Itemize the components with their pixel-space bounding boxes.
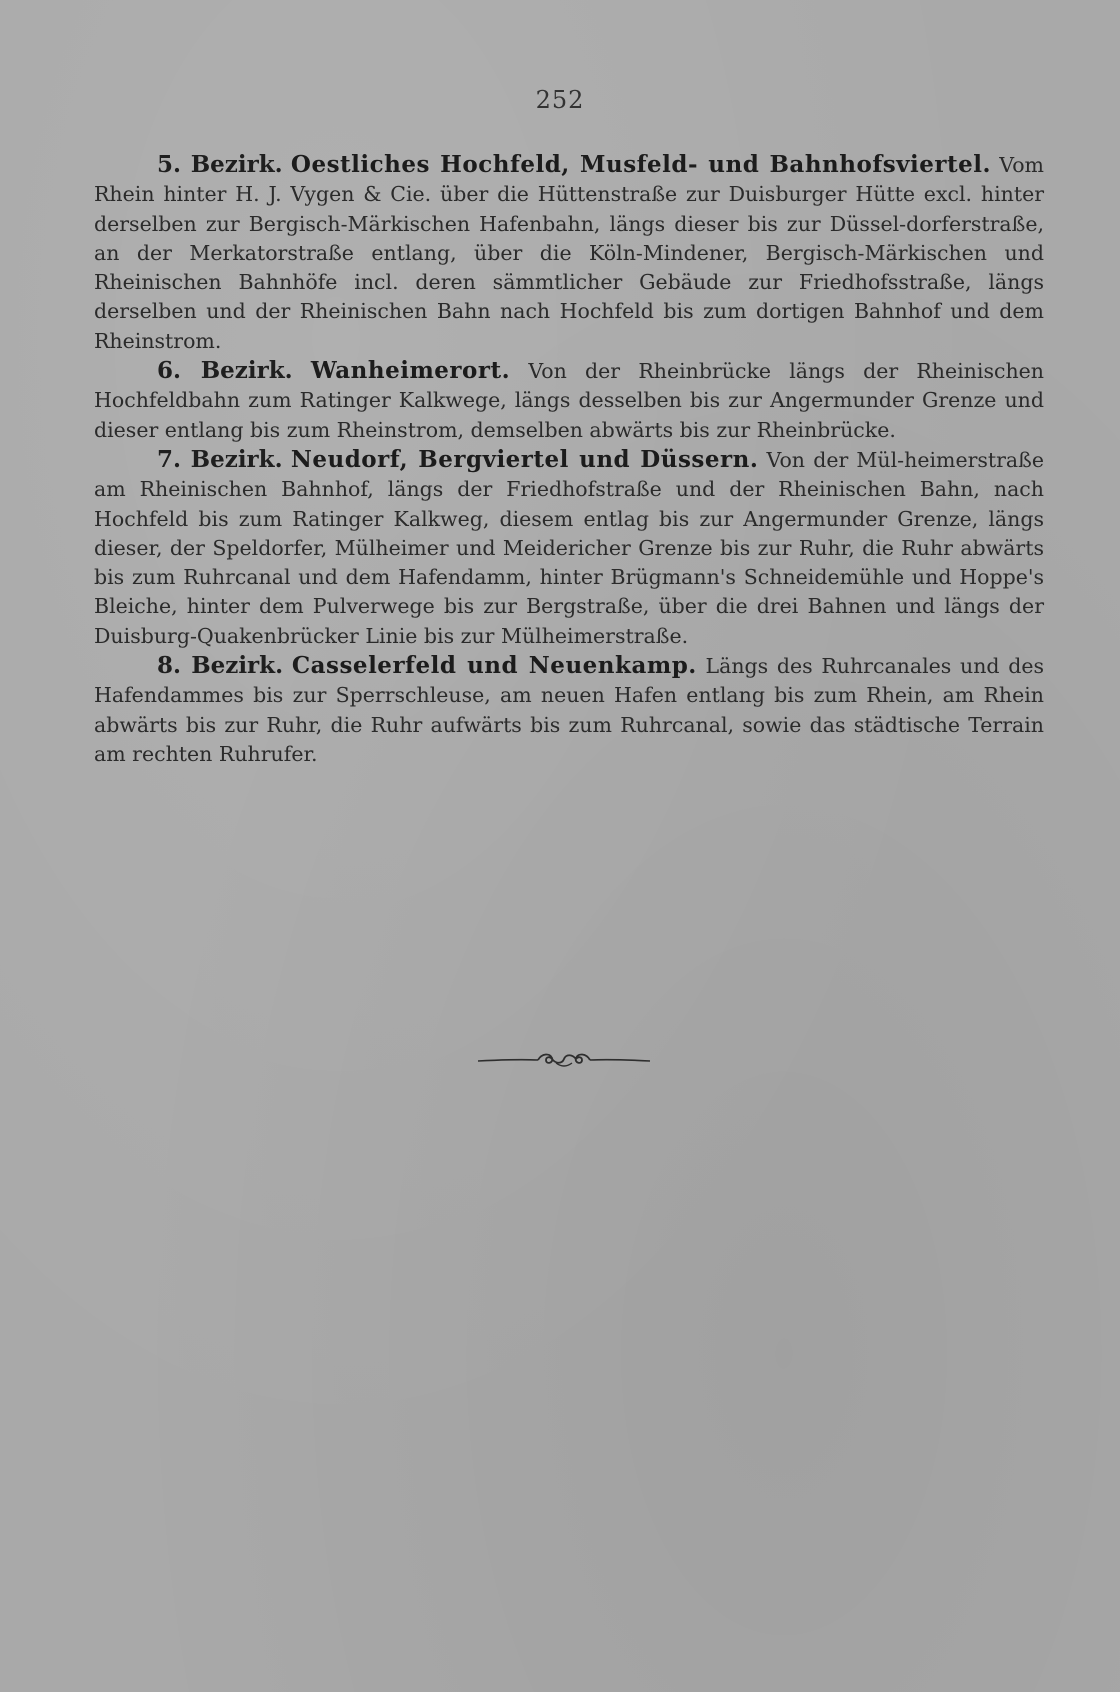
district-description: Längs des Ruhrcanales und des Hafendammes bis zur Sperrschleuse, am neuen Hafen entlang bis zum Rhein, am Rhein abwärts bis zur Ruhr, die Ruhr aufwärts bis zum Ruhrcanal, sowie das städtische Terrain am rechten Ruhrufer. (94, 654, 1044, 766)
page-number: 252 (535, 86, 585, 114)
district-text-block (94, 150, 1044, 769)
district-title: Neudorf, Bergviertel und Düssern. (290, 445, 759, 473)
district-title: Oestliches Hochfeld, Musfeld- und Bahnhofsviertel. (290, 151, 992, 178)
district-section-5 (94, 150, 1044, 356)
decorative-scroll-ornament-icon (476, 1047, 652, 1073)
district-title: Wanheimerort. (310, 357, 511, 385)
district-number: 8. Bezirk. (157, 652, 284, 680)
district-number: 7. Bezirk. (157, 445, 283, 473)
district-description: Von der Rheinbrücke längs der Rheinischen Hochfeldbahn zum Ratinger Kalkwege, längs desselben bis zur Angermunder Grenze und dieser entlang bis zum Rheinstrom, demselben abwärts bis zur Rheinbrücke. (94, 359, 1044, 442)
district-section-6 (94, 356, 1044, 445)
district-number: 5. Bezirk. (157, 151, 283, 178)
district-description: Von der Mül-heimerstraße am Rheinischen Bahnhof, längs der Friedhofstraße und der Rheinischen Bahn, nach Hochfeld bis zum Ratinger Kalkweg, diesem entlag bis zur Angermunder Grenze, längs dieser, der Speldorfer, Mülheimer und Meidericher Grenze bis zur Ruhr, die Ruhr abwärts bis zum Ruhrcanal und dem Hafendamm, hinter Brügmann's Schneidemühle und Hoppe's Bleiche, hinter dem Pulverwege bis zur Bergstraße, über die drei Bahnen und längs der Duisburg-Quakenbrücker Linie bis zur Mülheimerstraße. (94, 447, 1044, 648)
district-section-8 (94, 651, 1044, 769)
district-title: Casselerfeld und Neuenkamp. (291, 652, 697, 680)
district-section-7 (94, 445, 1044, 651)
district-description: Vom Rhein hinter H. J. Vygen & Cie. über die Hüttenstraße zur Duisburger Hütte excl. hinter derselben zur Bergisch-Märkischen Hafenbahn, längs dieser bis zur Düssel-dorferstraße, an der Merkatorstraße entlang, über die Köln-Mindener, Bergisch-Märkischen und Rheinischen Bahnhöfe incl. deren sämmtlicher Gebäude zur Friedhofsstraße, längs derselben und der Rheinischen Bahn nach Hochfeld bis zum dortigen Bahnhof und dem Rheinstrom. (94, 153, 1044, 353)
district-number: 6. Bezirk. (157, 357, 293, 385)
